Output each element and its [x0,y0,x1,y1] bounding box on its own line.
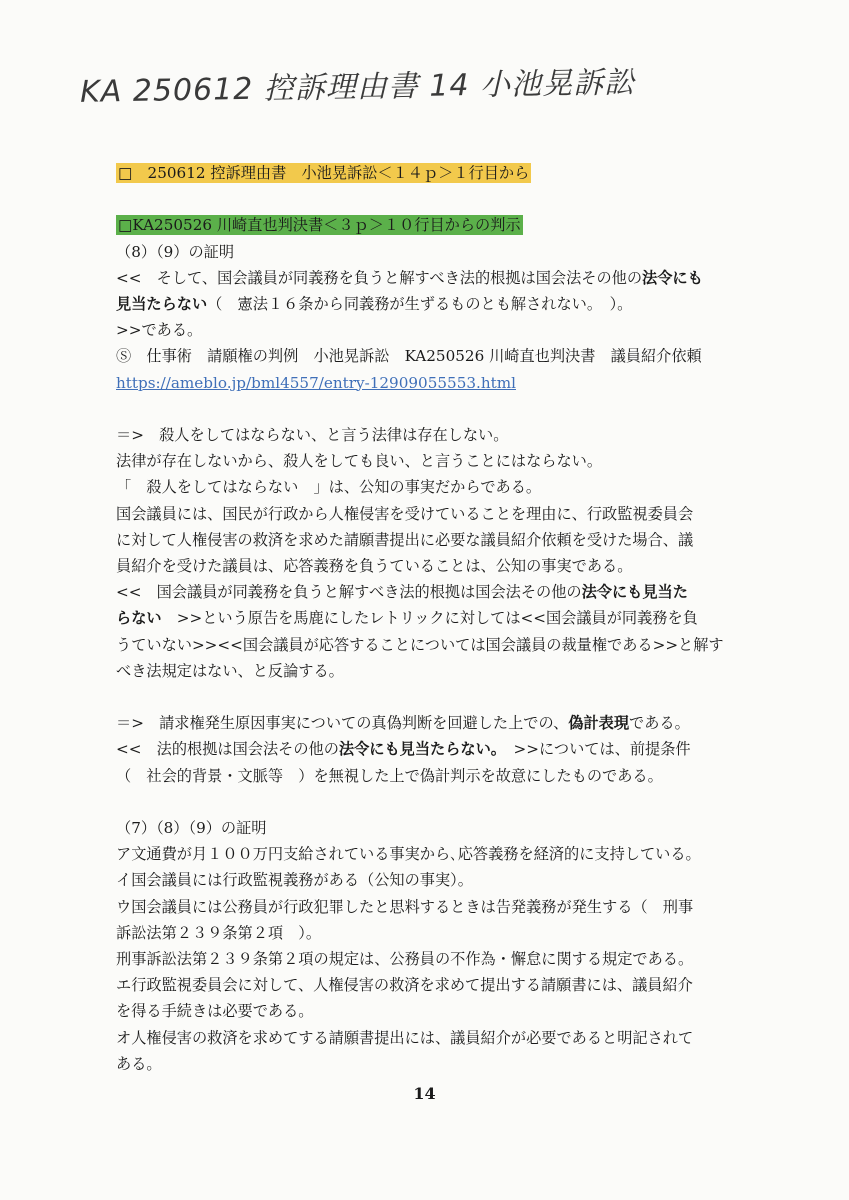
text-line: 員紹介を受けた議員は、応答義務を負うていることは、公知の事実である。 [116,557,633,576]
text-line [116,265,796,291]
reference-link-line [116,370,796,396]
text-line: ある。 [116,1054,162,1073]
text-line: 「 殺人をしてはならない 」は、公知の事実だからである。 [116,478,542,497]
blank-line [116,789,796,815]
text-segment: ＝> 請求権発生原因事実についての真偽判断を回避した上での、 [116,714,569,733]
text-line: （7）（8）（9）の証明 [116,819,267,838]
text-line: イ国会議員には行政監視義務がある（公知の事実）。 [116,871,473,890]
text-segment: >>という原告を馬鹿にしたレトリックに対しては<<国会議員が同義務を負 [161,609,698,628]
blank-line [116,186,796,212]
text-line: ア文通費が月１００万円支給されている事実から､応答義務を経済的に支持している。 [116,845,701,864]
bold-text: 法令にも [642,268,703,287]
blank-line [116,396,796,422]
highlight-text: □ 250612 控訴理由書 小池晃訴訟＜１４ｐ＞１行目から [118,164,530,182]
text-line: >>である。 [116,321,203,340]
highlighted-heading [116,212,796,238]
reference-link[interactable]: https://ameblo.jp/bml4557/entry-12909055553.html [116,373,516,392]
text-line: べき法規定はない、と反論する。 [116,661,344,680]
text-line: エ行政監視委員会に対して、人権侵害の救済を求めて提出する請願書には、議員紹介 [116,976,693,995]
text-line: Ⓢ 仕事術 請願権の判例 小池晃訴訟 KA250526 川崎直也判決書 議員紹介依頼 [116,347,702,366]
text-line [116,579,796,605]
text-line [116,605,796,631]
page-number: 14 [413,1084,436,1103]
highlight-text: □KA250526 川崎直也判決書＜３ｐ＞１０行目からの判示 [118,216,521,235]
text-line: 国会議員には、国民が行政から人権侵害を受けていることを理由に、行政監視委員会 [116,504,694,523]
highlighted-heading [116,160,796,186]
text-line: オ人権侵害の救済を求めてする請願書提出には、議員紹介が必要であると明記されて [116,1028,694,1047]
text-line: 法律が存在しないから、殺人をしても良い、と言うことにはならない。 [116,452,602,471]
text-segment: >>については、前提条件 [498,740,691,759]
text-line: 刑事訴訟法第２３９条第２項の規定は、公務員の不作為・懈怠に関する規定である。 [116,950,694,969]
text-line [116,710,796,736]
text-line: に対して人権侵害の救済を求めた請願書提出に必要な議員紹介依頼を受けた場合、議 [116,530,694,549]
bold-text: 法令にも見当たらない。 [338,740,499,759]
text-segment: << 法的根拠は国会法その他の [116,740,339,759]
text-line: を得る手続きは必要である。 [116,1002,314,1021]
text-segment: である。 [629,714,690,733]
text-line [116,736,796,762]
document-body [116,160,796,1077]
text-segment: （ 憲法１６条から同義務が生ずるものとも解されない。 ）。 [207,295,633,313]
text-line: うていない>><<国会議員が応答することについては国会議員の裁量権である>>と解す [116,635,724,654]
bold-text: 法令にも見当た [581,583,688,602]
handwritten-header: KA 250612 控訴理由書 14 小池晃訴訟 [79,65,636,110]
text-segment: << そして、国会議員が同義務を負うと解すべき法的根拠は国会法その他の [116,268,643,287]
text-line [116,291,796,317]
text-line: 訴訟法第２３９条第２項 ）。 [116,923,322,942]
text-segment: << 国会議員が同義務を負うと解すべき法的根拠は国会法その他の [116,583,582,602]
bold-text: らない [116,609,162,628]
bold-text: 偽計表現 [568,714,630,733]
blank-line [116,684,796,710]
bold-text: 見当たらない [116,295,208,313]
text-line: ＝> 殺人をしてはならない、と言う法律は存在しない。 [116,426,509,444]
text-line: （8）（9）の証明 [116,242,235,261]
text-line: ウ国会議員には公務員が行政犯罪したと思料するときは告発義務が発生する（ 刑事 [116,897,694,916]
text-line: （ 社会的背景・文脈等 ）を無視した上で偽計判示を故意にしたものである。 [116,766,663,785]
